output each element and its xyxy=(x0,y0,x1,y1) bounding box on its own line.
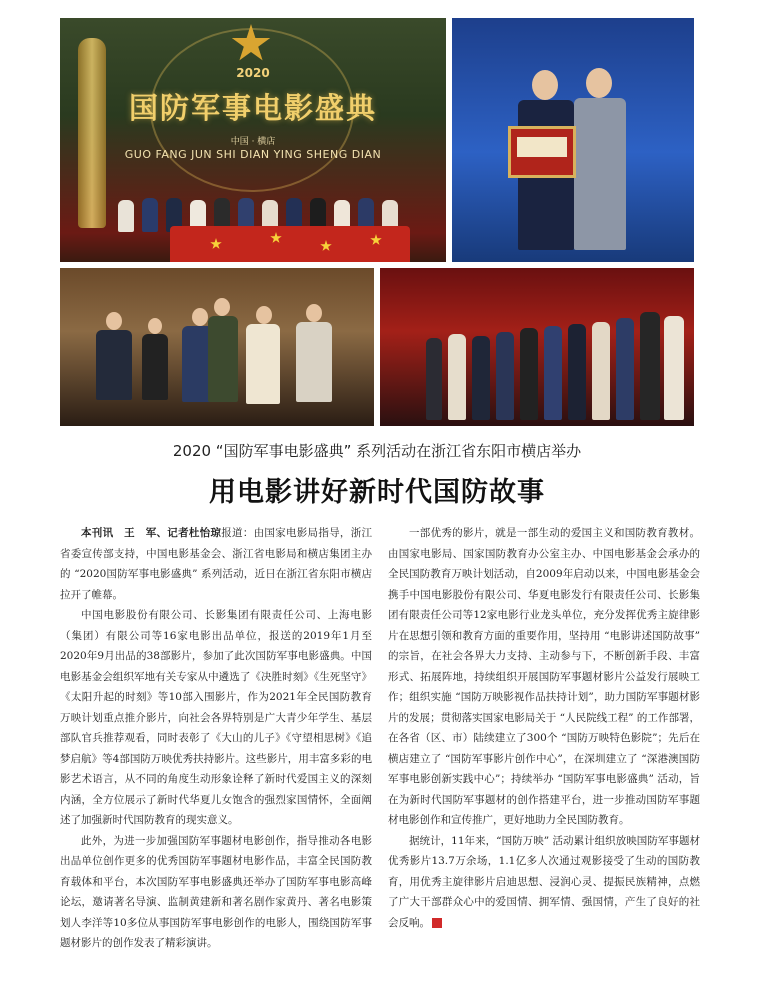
person-figure xyxy=(118,200,134,232)
person-figure xyxy=(142,198,158,232)
person-figure xyxy=(472,336,490,420)
person-head xyxy=(306,304,322,322)
banner-year: 2020 xyxy=(236,66,270,80)
person-figure xyxy=(246,324,280,404)
photo-certificate-presentation xyxy=(452,18,694,262)
article-subtitle: 2020 “国防军事电影盛典” 系列活动在浙江省东阳市横店举办 xyxy=(172,442,582,460)
person-head xyxy=(532,70,558,100)
person-figure xyxy=(592,322,610,420)
person-figure xyxy=(616,318,634,420)
article-title: 用电影讲好新时代国防故事 xyxy=(209,477,545,508)
paragraph xyxy=(388,831,700,934)
paragraph-text: 据统计，11年来，“国防万映” 活动累计组织放映国防军事题材优秀影片13.7万余场，1.1亿多人次通过观影接受了生动的国防教育，用优秀主旋律影片启迪思想、浸润心灵、提振民族精神，点燃了广大干部群众心中的爱国情、拥军情、强国情，产生了良好的社会反响。 xyxy=(388,834,700,929)
person-figure xyxy=(296,322,332,402)
person-figure xyxy=(142,334,168,400)
flag-star-icon xyxy=(320,240,332,252)
banner-title: 国防军事电影盛典 xyxy=(128,91,377,125)
person-figure xyxy=(520,328,538,420)
award-certificate xyxy=(508,126,576,178)
person-figure xyxy=(426,338,442,420)
flag-star-icon xyxy=(370,234,382,246)
person-figure xyxy=(544,326,562,420)
paragraph xyxy=(60,523,372,605)
end-mark-icon: G xyxy=(432,918,442,928)
paragraph: 此外，为进一步加强国防军事题材电影创作，指导推动各电影出品单位创作更多的优秀国防军事题材电影作品，丰富全民国防教育载体和平台，本次国防军事电影盛典还举办了国防军事电影高峰论坛，邀请著名导演、监制黄建新和著名剧作家黄丹、著名电影策划人李洋等10多位从事国防军事电影创作的电影人，围绕国防军事题材影片的创作发表了精彩演讲。 xyxy=(60,834,372,949)
banner-location: 中国 · 横店 xyxy=(230,137,276,147)
person-figure xyxy=(208,316,238,402)
photo-award-stage xyxy=(60,18,446,262)
person-figure xyxy=(640,312,660,420)
article-column-right xyxy=(388,523,700,933)
person-figure xyxy=(448,334,466,420)
paragraph: 中国电影股份有限公司、长影集团有限责任公司、上海电影（集团）有限公司等16家电影出品单位，报送的2019年1月至2020年9月出品的38部影片，参加了此次国防军事电影盛典。中国电影基金会组织军地有关专家从中遴选了《决胜时刻》《生死坚守》《太阳升起的时刻》等10部入围影片，作为2021年全民国防教育万映计划重点推介影片，向社会各界特别是广大青少年学生、基层部队官兵推荐观看，同时表彰了《大山的儿子》《守望相思树》《追梦启航》等4部国防万映优秀扶持影片。这些影片，用丰富多彩的电影艺术语言，从不同的角度生动形象诠释了新时代爱国主义的深刻内涵，全方位展示了新时代华夏儿女饱含的强烈家国情怀，全面阐述了加强新时代国防教育的现实意义。 xyxy=(60,609,372,826)
paragraph-text: 报道：由国家电影局指导，浙江省委宣传部支持，中国电影基金会、浙江省电影局和横店集团主办的 “2020国防军事电影盛典” 系列活动，近日在浙江省东阳市横店拉开了帷幕。 xyxy=(60,527,372,601)
paragraph: 一部优秀的影片，就是一部生动的爱国主义和国防教育教材。由国家电影局、国家国防教育办公室主办、中国电影基金会承办的全民国防教育万映计划活动，自2009年启动以来，中国电影基金会携手中国电影股份有限公司、华夏电影发行有限责任公司、长影集团有限责任公司等12家电影行业龙头单位，充分发挥优秀主旋律影片在思想引领和教育方面的重要作用，坚持用 “电影讲述国防故事” 的宗旨，在社会各界大力支持、主动参与下，不断创新手段、丰富形式、拓展阵地，持续组织开展国防军事题材影片公益发行展映工作；组织实施 “国防万映影视作品扶持计划”，助力国防军事题材影片的发展；贯彻落实国家电影局关于 “人民院线工程” 的工作部署，在各省（区、市）陆续建立了300个 “国防万映特色影院”；先后在横店建立了 “国防军事影片创作中心”，在深圳建立了 “深港澳国防军事电影创新实践中心”；持续举办 “国防军事电影盛典” 活动，旨在为新时代国防军事题材的创作搭建平台，进一步推动国防军事题材电影创作和宣传推广，更好地助力全民国防教育。 xyxy=(388,527,700,826)
person-head xyxy=(106,312,122,330)
person-figure xyxy=(496,332,514,420)
national-flag xyxy=(170,226,410,262)
person-head xyxy=(148,318,162,334)
person-head xyxy=(192,308,208,326)
photo-group-stage xyxy=(380,268,694,426)
person-head xyxy=(586,68,612,98)
person-head xyxy=(214,298,230,316)
article-column-left xyxy=(60,523,372,954)
banner-pinyin: GUO FANG JUN SHI DIAN YING SHENG DIAN xyxy=(124,148,382,161)
person-head xyxy=(256,306,272,324)
person-figure xyxy=(568,324,586,420)
person-figure xyxy=(96,330,132,400)
flag-star-icon xyxy=(210,238,222,250)
photo-award-recipients xyxy=(60,268,374,426)
person-figure xyxy=(664,316,684,420)
article-byline: 本刊讯 王 军、记者杜怡琼 xyxy=(81,527,222,539)
flag-star-icon xyxy=(270,232,282,244)
person-figure xyxy=(574,98,626,250)
